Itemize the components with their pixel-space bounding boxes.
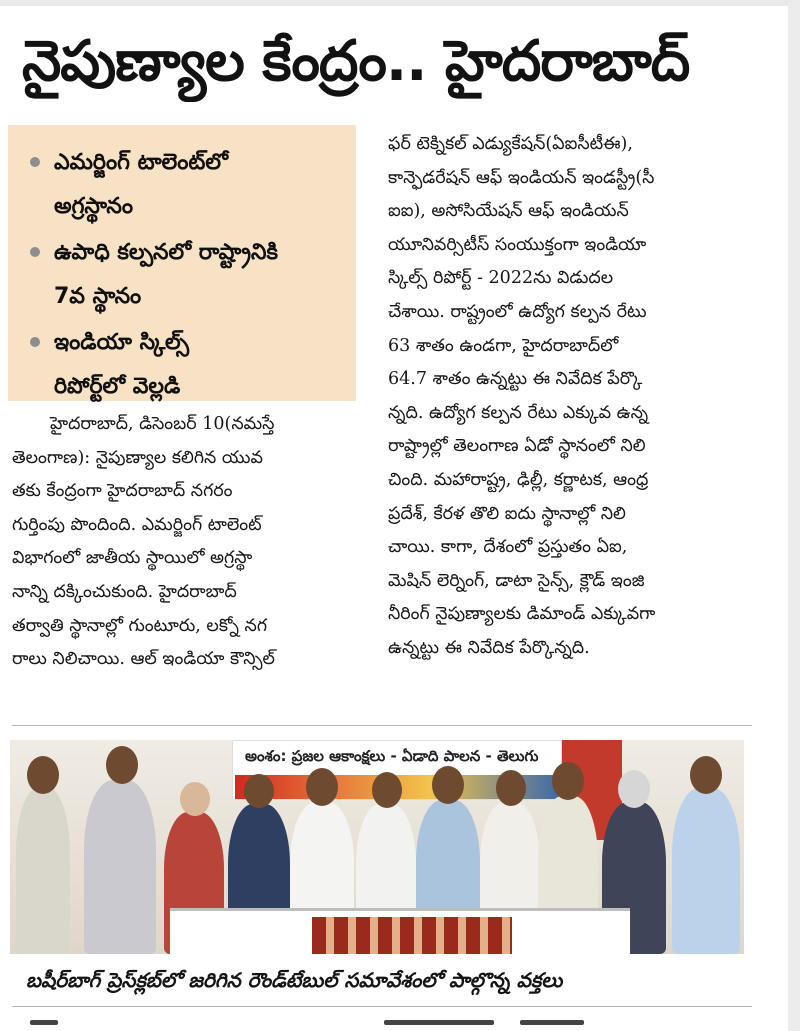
headline: నైపుణ్యాల కేంద్రం.. హైదరాబాద్	[22, 29, 690, 94]
article-line: చింది. మహారాష్ట్ర, ఢిల్లీ, కర్ణాటక, ఆంధ్ర	[388, 469, 649, 490]
bullet-icon	[30, 337, 40, 347]
person-head	[27, 756, 59, 794]
table-cloth	[312, 917, 512, 954]
banner-text: అంశం: ప్రజల ఆకాంక్షలు - ఏడాది పాలన - తెలుగు	[245, 747, 539, 765]
person-head	[306, 768, 338, 806]
highlight-line: ఉపాధి కల్పనలో రాష్ట్రానికి	[54, 240, 278, 265]
cut-off-next-article	[12, 1014, 752, 1031]
article-line: నీరింగ్ నైపుణ్యాలకు డిమాండ్ ఎక్కువగా	[388, 604, 656, 625]
person-figure	[84, 780, 156, 954]
bottom-divider	[12, 1006, 752, 1007]
article-line: ఫర్ టెక్నికల్ ఎడ్యుకేషన్(ఏఐసీటీఈ),	[388, 134, 633, 154]
text-fragment	[384, 1020, 494, 1025]
article-line: హైదరాబాద్, డిసెంబర్ 10(నమస్తే	[50, 414, 275, 434]
text-fragment	[30, 1020, 58, 1025]
event-photo	[10, 740, 744, 954]
article-column-left	[12, 408, 362, 677]
page-right-edge	[788, 0, 800, 1031]
highlight-line: ఎమర్జింగ్ టాలెంట్‌లో	[54, 150, 229, 175]
photo-caption: బషీర్‌బాగ్ ప్రెస్‌క్లబ్‌లో జరిగిన రౌండ్‌టేబుల్ సమావేశంలో పాల్గొన్న వక్తలు	[26, 968, 563, 992]
article-line: తకు కేంద్రంగా హైదరాబాద్ నగరం	[12, 481, 233, 502]
person-head	[552, 762, 584, 800]
article-line: స్కిల్స్ రిపోర్ట్ - 2022ను విడుదల	[388, 268, 614, 289]
article-line: విభాగంలో జాతీయ స్థాయిలో అగ్రస్థా	[12, 548, 253, 569]
person-head	[106, 746, 138, 784]
article-line: ఉన్నట్టు ఈ నివేదిక పేర్కొన్నది.	[388, 637, 590, 658]
highlight-line: అగ్రస్థానం	[54, 194, 134, 219]
highlight-item	[28, 231, 342, 319]
article-line: ప్రదేశ్, కేరళ తొలి ఐదు స్థానాల్లో నిలి	[388, 503, 626, 524]
article-line: మెషిన్ లెర్నింగ్, డాటా సైన్స్, క్లౌడ్ ఇంజి	[388, 570, 645, 591]
highlight-item	[28, 141, 342, 229]
person-head	[618, 770, 650, 808]
article-line: రాలు నిలిచాయి. ఆల్ ఇండియా కౌన్సిల్	[12, 649, 275, 670]
article-line: యూనివర్సిటీస్ సంయుక్తంగా ఇండియా	[388, 234, 647, 255]
person-head	[244, 774, 274, 808]
person-head	[432, 766, 464, 804]
person-figure	[672, 788, 740, 954]
person-figure	[16, 788, 70, 954]
highlight-line: 7వ స్థానం	[54, 284, 142, 309]
bullet-icon	[30, 247, 40, 257]
article-line: నాన్ని దక్కించుకుంది. హైదరాబాద్	[12, 581, 237, 602]
article-line: తర్వాతి స్థానాల్లో గుంటూరు, లక్నో నగ	[12, 615, 268, 636]
person-head	[372, 772, 402, 808]
highlight-item	[28, 321, 342, 409]
bullet-icon	[30, 157, 40, 167]
article-line: గుర్తింపు పొందింది. ఎమర్జింగ్ టాలెంట్	[12, 514, 262, 535]
section-divider	[12, 725, 752, 726]
text-fragment	[520, 1020, 584, 1025]
conference-table	[170, 908, 630, 954]
article-line: తెలంగాణ): నైపుణ్యాల కలిగిన యువ	[12, 447, 263, 468]
article-line: చాయి. కాగా, దేశంలో ప్రస్తుతం ఏఐ,	[388, 537, 628, 558]
page-top-edge	[0, 0, 800, 6]
highlights-box	[8, 125, 356, 401]
person-head	[690, 756, 722, 794]
article-line: న్నది. ఉద్యోగ కల్పన రేటు ఎక్కువ ఉన్న	[388, 402, 649, 423]
article-line: 64.7 శాతం ఉన్నట్టు ఈ నివేదిక పేర్కొ	[388, 369, 643, 390]
highlight-line: ఇండియా స్కిల్స్	[54, 330, 190, 355]
article-line: కాన్ఫెడరేషన్ ఆఫ్ ఇండియన్ ఇండస్ట్రీ(సీ	[388, 167, 655, 188]
article-column-right	[388, 128, 740, 666]
highlight-line: రిపోర్ట్‌లో వెల్లడి	[54, 374, 181, 399]
person-head	[180, 782, 210, 816]
article-line: 63 శాతం ఉండగా, హైదరాబాద్‌లో	[388, 335, 619, 356]
article-line: రాష్ట్రాల్లో తెలంగాణ ఏడో స్థానంలో నిలి	[388, 436, 646, 457]
article-line: చేశాయి. రాష్ట్రంలో ఉద్యోగ కల్పన రేటు	[388, 301, 647, 322]
article-line: ఐఐ), అసోసియేషన్ ఆఫ్ ఇండియన్	[388, 201, 629, 222]
person-head	[496, 770, 526, 806]
